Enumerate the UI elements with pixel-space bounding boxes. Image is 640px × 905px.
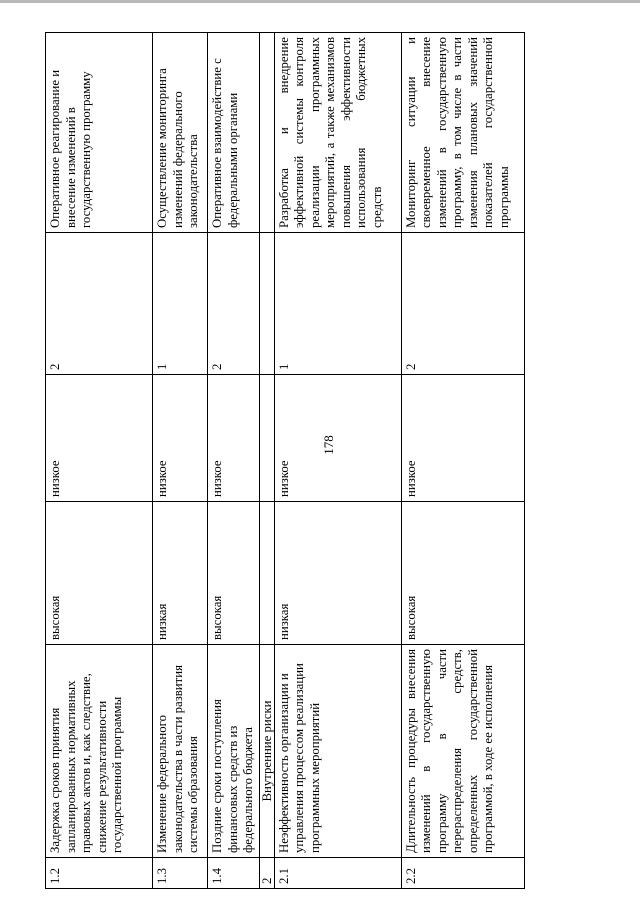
row-number: 1.3: [153, 858, 208, 889]
risk-measures: Осуществление мониторинга изменений федерального законодательства: [153, 33, 208, 233]
section-title: Внутренние риски: [259, 645, 274, 858]
probability-level: низкое: [274, 375, 401, 502]
risk-rating: 1: [274, 233, 401, 375]
risk-table: [45, 32, 525, 889]
section-row: [259, 33, 274, 889]
probability-level: низкое: [46, 375, 153, 502]
table-row: [208, 33, 260, 889]
risk-measures: Оперативное взаимодействие с федеральными органами: [208, 33, 260, 233]
page-number: 178: [321, 435, 336, 455]
risk-rating: 2: [208, 233, 260, 375]
impact-level: высокая: [46, 502, 153, 645]
impact-level: высокая: [208, 502, 260, 645]
probability-level: низкое: [208, 375, 260, 502]
rotated-page-content: [45, 33, 577, 889]
risk-description: Неэффективность организации и управления процессом реализации программных мероприятий: [274, 645, 401, 858]
impact-level: низкая: [153, 502, 208, 645]
row-number: 2.2: [401, 858, 524, 889]
row-number: 1.4: [208, 858, 260, 889]
impact-level: низкая: [274, 502, 401, 645]
risk-rating: 2: [46, 233, 153, 375]
risk-measures: Мониторинг ситуации и своевременное внесение изменений в государственную программу, в том числе в части изменения плановых значений показателей государственной программы: [401, 33, 524, 233]
table-row: [46, 33, 153, 889]
impact-level: высокая: [401, 502, 524, 645]
empty-cell: [259, 502, 274, 645]
risk-description: Задержка сроков принятия запланированных нормативных правовых актов и, как следствие, снижение результативности государственной программы: [46, 645, 153, 858]
table-row: [153, 33, 208, 889]
table-row: [401, 33, 524, 889]
top-edge-line: [0, 0, 640, 3]
risk-measures: Разработка и внедрение эффективной системы контроля реализации программных мероприятий, а также механизмов повышения эффективности использования бюджетных средств: [274, 33, 401, 233]
risk-description: Длительность процедуры внесения изменений в государственную программу в части перераспределения средств, определенных государственной программой, в ходе ее исполнения: [401, 645, 524, 858]
risk-rating: 1: [153, 233, 208, 375]
section-number: 2: [259, 858, 274, 889]
table-row: [274, 33, 401, 889]
empty-cell: [259, 33, 274, 233]
risk-description: Изменение федерального законодательства в части развития системы образования: [153, 645, 208, 858]
risk-rating: 2: [401, 233, 524, 375]
risk-measures: Оперативное реагирование и внесение изменений в государственную программу: [46, 33, 153, 233]
probability-level: низкое: [401, 375, 524, 502]
empty-cell: [259, 375, 274, 502]
risk-description: Поздние сроки поступления финансовых средств из федерального бюджета: [208, 645, 260, 858]
row-number: 2.1: [274, 858, 401, 889]
probability-level: низкое: [153, 375, 208, 502]
empty-cell: [259, 233, 274, 375]
row-number: 1.2: [46, 858, 153, 889]
